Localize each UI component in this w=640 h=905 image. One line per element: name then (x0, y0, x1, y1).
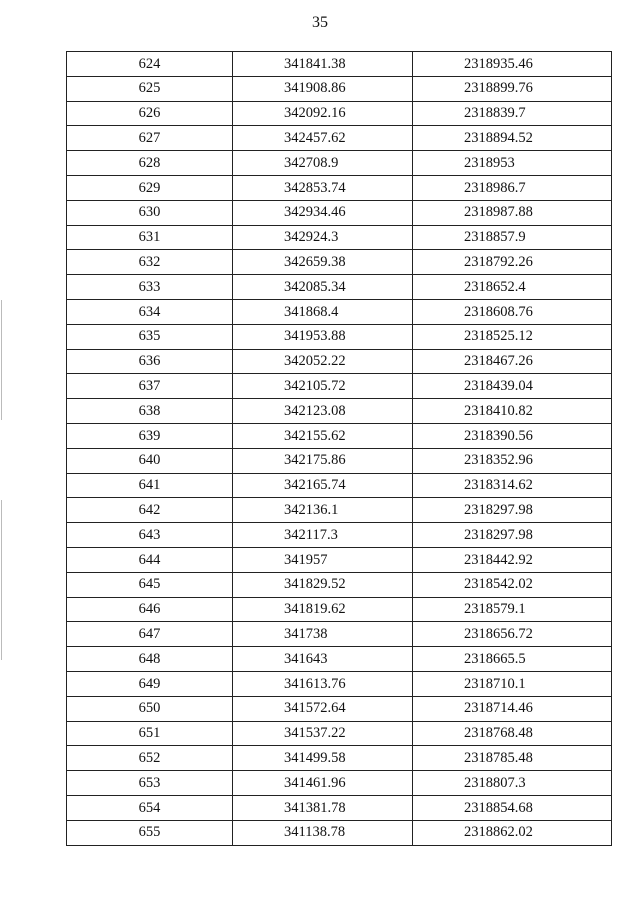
point-number-cell: 631 (67, 225, 233, 250)
table-row (67, 523, 612, 548)
point-number-cell: 634 (67, 299, 233, 324)
table-row (67, 225, 612, 250)
y-coordinate-cell: 2318710.1 (413, 671, 612, 696)
x-coordinate-cell: 341829.52 (233, 572, 413, 597)
x-coordinate-cell: 341461.96 (233, 771, 413, 796)
x-coordinate-cell: 342123.08 (233, 399, 413, 424)
x-coordinate-cell: 342708.9 (233, 151, 413, 176)
point-number-cell: 637 (67, 374, 233, 399)
point-number-cell: 653 (67, 771, 233, 796)
y-coordinate-cell: 2318899.76 (413, 76, 612, 101)
table-row (67, 622, 612, 647)
point-number-cell: 625 (67, 76, 233, 101)
x-coordinate-cell: 342105.72 (233, 374, 413, 399)
point-number-cell: 640 (67, 448, 233, 473)
table-row (67, 771, 612, 796)
x-coordinate-cell: 342659.38 (233, 250, 413, 275)
table-row (67, 572, 612, 597)
table-row (67, 52, 612, 77)
point-number-cell: 635 (67, 324, 233, 349)
y-coordinate-cell: 2318525.12 (413, 324, 612, 349)
table-row (67, 175, 612, 200)
x-coordinate-cell: 342457.62 (233, 126, 413, 151)
table-row (67, 126, 612, 151)
point-number-cell: 644 (67, 547, 233, 572)
y-coordinate-cell: 2318390.56 (413, 423, 612, 448)
point-number-cell: 626 (67, 101, 233, 126)
y-coordinate-cell: 2318652.4 (413, 275, 612, 300)
y-coordinate-cell: 2318953 (413, 151, 612, 176)
point-number-cell: 647 (67, 622, 233, 647)
y-coordinate-cell: 2318862.02 (413, 820, 612, 845)
y-coordinate-cell: 2318785.48 (413, 746, 612, 771)
point-number-cell: 641 (67, 473, 233, 498)
table-row (67, 275, 612, 300)
x-coordinate-cell: 341499.58 (233, 746, 413, 771)
x-coordinate-cell: 341138.78 (233, 820, 413, 845)
point-number-cell: 639 (67, 423, 233, 448)
x-coordinate-cell: 342117.3 (233, 523, 413, 548)
point-number-cell: 642 (67, 498, 233, 523)
point-number-cell: 628 (67, 151, 233, 176)
scan-edge-mark (1, 300, 2, 420)
table-row (67, 299, 612, 324)
table-row (67, 200, 612, 225)
x-coordinate-cell: 342165.74 (233, 473, 413, 498)
x-coordinate-cell: 341908.86 (233, 76, 413, 101)
y-coordinate-cell: 2318665.5 (413, 647, 612, 672)
y-coordinate-cell: 2318352.96 (413, 448, 612, 473)
x-coordinate-cell: 341613.76 (233, 671, 413, 696)
table-row (67, 721, 612, 746)
table-row (67, 647, 612, 672)
coordinates-table (66, 51, 612, 846)
point-number-cell: 624 (67, 52, 233, 77)
table-row (67, 448, 612, 473)
point-number-cell: 636 (67, 349, 233, 374)
point-number-cell: 649 (67, 671, 233, 696)
x-coordinate-cell: 342924.3 (233, 225, 413, 250)
y-coordinate-cell: 2318656.72 (413, 622, 612, 647)
y-coordinate-cell: 2318439.04 (413, 374, 612, 399)
table-row (67, 795, 612, 820)
x-coordinate-cell: 341572.64 (233, 696, 413, 721)
y-coordinate-cell: 2318542.02 (413, 572, 612, 597)
point-number-cell: 643 (67, 523, 233, 548)
y-coordinate-cell: 2318467.26 (413, 349, 612, 374)
point-number-cell: 652 (67, 746, 233, 771)
x-coordinate-cell: 342085.34 (233, 275, 413, 300)
table-row (67, 349, 612, 374)
table-row (67, 76, 612, 101)
x-coordinate-cell: 342136.1 (233, 498, 413, 523)
page-number: 35 (312, 14, 328, 31)
x-coordinate-cell: 342092.16 (233, 101, 413, 126)
y-coordinate-cell: 2318297.98 (413, 523, 612, 548)
y-coordinate-cell: 2318714.46 (413, 696, 612, 721)
y-coordinate-cell: 2318854.68 (413, 795, 612, 820)
y-coordinate-cell: 2318987.88 (413, 200, 612, 225)
x-coordinate-cell: 342853.74 (233, 175, 413, 200)
table-row (67, 250, 612, 275)
table-row (67, 597, 612, 622)
y-coordinate-cell: 2318608.76 (413, 299, 612, 324)
table-row (67, 746, 612, 771)
table-row (67, 473, 612, 498)
x-coordinate-cell: 342155.62 (233, 423, 413, 448)
x-coordinate-cell: 341537.22 (233, 721, 413, 746)
table-row (67, 151, 612, 176)
y-coordinate-cell: 2318792.26 (413, 250, 612, 275)
x-coordinate-cell: 342175.86 (233, 448, 413, 473)
x-coordinate-cell: 341953.88 (233, 324, 413, 349)
x-coordinate-cell: 341819.62 (233, 597, 413, 622)
x-coordinate-cell: 342934.46 (233, 200, 413, 225)
point-number-cell: 638 (67, 399, 233, 424)
y-coordinate-cell: 2318986.7 (413, 175, 612, 200)
point-number-cell: 648 (67, 647, 233, 672)
y-coordinate-cell: 2318297.98 (413, 498, 612, 523)
point-number-cell: 632 (67, 250, 233, 275)
y-coordinate-cell: 2318807.3 (413, 771, 612, 796)
table-row (67, 423, 612, 448)
point-number-cell: 627 (67, 126, 233, 151)
coordinates-table-body (67, 52, 612, 846)
point-number-cell: 629 (67, 175, 233, 200)
table-row (67, 324, 612, 349)
point-number-cell: 645 (67, 572, 233, 597)
y-coordinate-cell: 2318768.48 (413, 721, 612, 746)
table-row (67, 498, 612, 523)
point-number-cell: 655 (67, 820, 233, 845)
table-row (67, 374, 612, 399)
x-coordinate-cell: 342052.22 (233, 349, 413, 374)
table-row (67, 696, 612, 721)
table-row (67, 547, 612, 572)
table-row (67, 399, 612, 424)
y-coordinate-cell: 2318410.82 (413, 399, 612, 424)
point-number-cell: 630 (67, 200, 233, 225)
x-coordinate-cell: 341868.4 (233, 299, 413, 324)
x-coordinate-cell: 341643 (233, 647, 413, 672)
point-number-cell: 654 (67, 795, 233, 820)
x-coordinate-cell: 341738 (233, 622, 413, 647)
table-row (67, 671, 612, 696)
table-row (67, 101, 612, 126)
scan-edge-mark (1, 500, 2, 660)
point-number-cell: 633 (67, 275, 233, 300)
point-number-cell: 651 (67, 721, 233, 746)
point-number-cell: 646 (67, 597, 233, 622)
y-coordinate-cell: 2318839.7 (413, 101, 612, 126)
y-coordinate-cell: 2318579.1 (413, 597, 612, 622)
y-coordinate-cell: 2318442.92 (413, 547, 612, 572)
y-coordinate-cell: 2318314.62 (413, 473, 612, 498)
x-coordinate-cell: 341841.38 (233, 52, 413, 77)
y-coordinate-cell: 2318894.52 (413, 126, 612, 151)
x-coordinate-cell: 341381.78 (233, 795, 413, 820)
point-number-cell: 650 (67, 696, 233, 721)
table-row (67, 820, 612, 845)
y-coordinate-cell: 2318857.9 (413, 225, 612, 250)
y-coordinate-cell: 2318935.46 (413, 52, 612, 77)
x-coordinate-cell: 341957 (233, 547, 413, 572)
